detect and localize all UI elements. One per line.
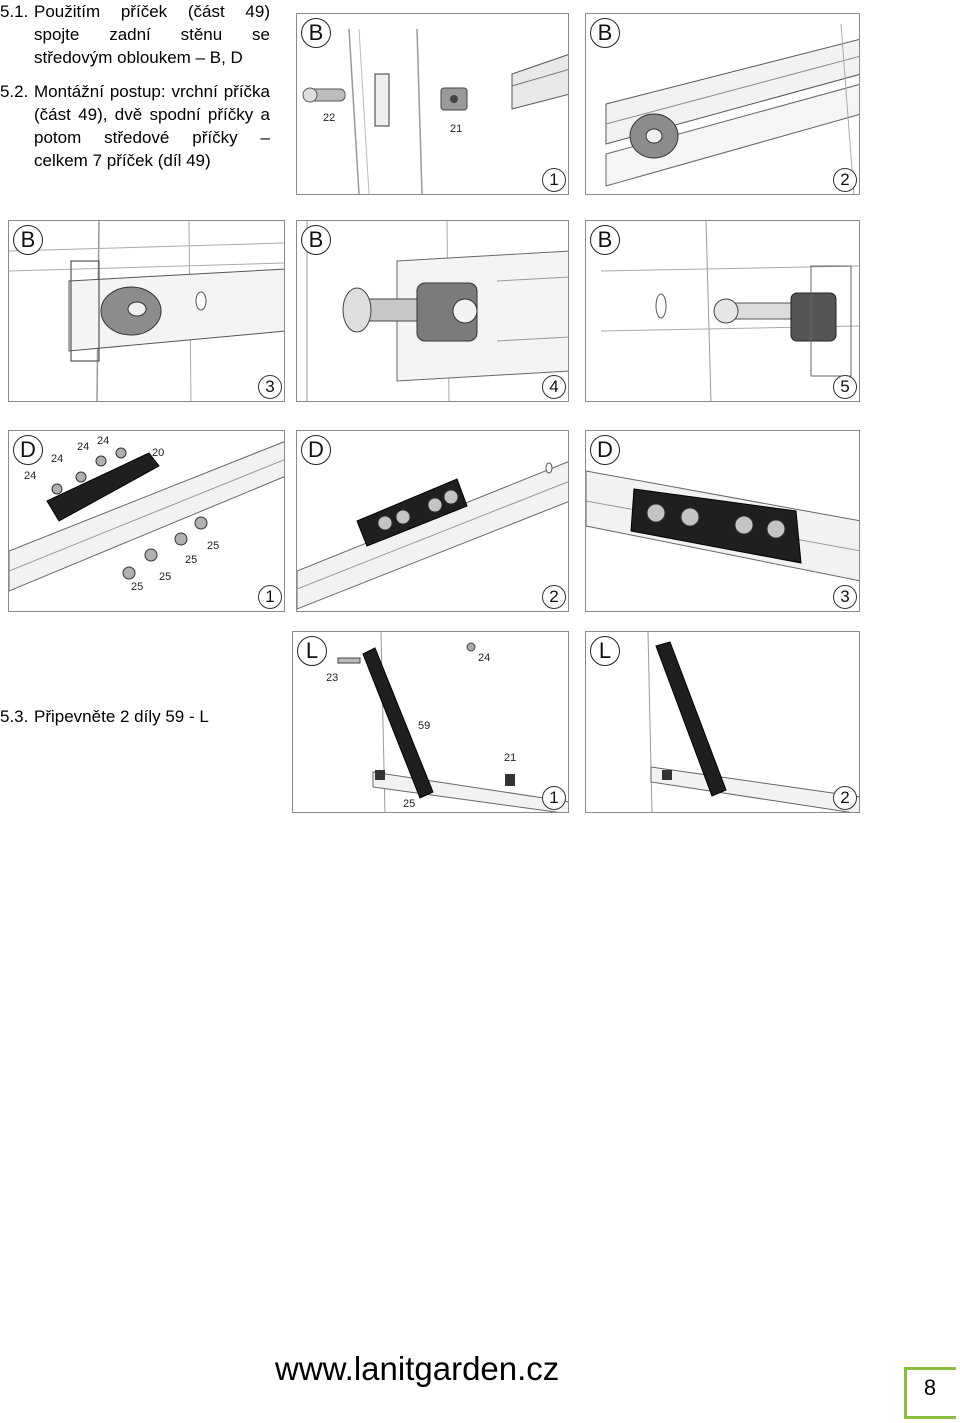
footer-website: www.lanitgarden.cz — [275, 1350, 560, 1387]
step-number-badge: 3 — [258, 375, 282, 399]
rail-assembly-illustration — [297, 14, 569, 195]
rail-assembly-illustration — [9, 221, 285, 402]
connector-plate-illustration — [297, 431, 569, 612]
diagram-panel-l2 — [585, 631, 860, 813]
step-5-1 — [0, 0, 272, 70]
diagram-panel-b1 — [296, 13, 569, 195]
part-label: 24 — [24, 470, 37, 482]
part-label: 24 — [478, 652, 491, 664]
step-text: Připevněte 2 díly 59 - L — [34, 707, 209, 726]
page-number: 8 — [923, 1375, 937, 1400]
part-label: 59 — [418, 720, 431, 732]
part-label: 25 — [185, 554, 198, 566]
step-number: 5.1. — [0, 2, 29, 21]
section-letter-badge: L — [297, 636, 327, 666]
part-label: 25 — [207, 540, 220, 552]
connector-plate-illustration — [586, 431, 860, 612]
rail-assembly-illustration — [297, 221, 569, 402]
diagram-panel-d2 — [296, 430, 569, 612]
brace-illustration — [586, 632, 860, 813]
brace-illustration — [293, 632, 569, 813]
part-label: 20 — [152, 447, 165, 459]
part-label: 24 — [97, 435, 110, 447]
step-5-3 — [0, 705, 272, 735]
diagram-panel-l1 — [292, 631, 569, 813]
step-text: Montážní postup: vrchní příčka (část 49), dvě spodní příčky a potom středové příčky – celkem 7 příček (díl 49) — [34, 82, 270, 170]
step-text: Použitím příček (část 49) spojte zadní stěnu se středovým obloukem – B, D — [34, 2, 270, 67]
step-number-badge: 4 — [542, 375, 566, 399]
step-number: 5.3. — [0, 707, 29, 726]
diagram-panel-d1 — [8, 430, 285, 612]
step-number-badge: 3 — [833, 585, 857, 609]
diagram-panel-b5 — [585, 220, 860, 402]
part-label: 25 — [131, 581, 144, 593]
step-number-badge: 2 — [833, 786, 857, 810]
section-letter-badge: D — [590, 435, 620, 465]
section-letter-badge: B — [13, 225, 43, 255]
part-label: 21 — [450, 123, 463, 135]
diagram-panel-b4 — [296, 220, 569, 402]
part-label: 25 — [159, 571, 172, 583]
page-number-box — [904, 1367, 956, 1419]
part-label: 22 — [323, 112, 336, 124]
section-letter-badge: D — [301, 435, 331, 465]
step-number-badge: 1 — [542, 786, 566, 810]
section-letter-badge: D — [13, 435, 43, 465]
section-letter-badge: B — [590, 18, 620, 48]
rail-assembly-illustration — [586, 221, 860, 402]
section-letter-badge: B — [590, 225, 620, 255]
part-label: 24 — [51, 453, 64, 465]
step-5-2 — [0, 80, 272, 200]
part-label: 23 — [326, 672, 339, 684]
step-number-badge: 1 — [542, 168, 566, 192]
step-number-badge: 2 — [833, 168, 857, 192]
section-letter-badge: L — [590, 636, 620, 666]
diagram-panel-d3 — [585, 430, 860, 612]
step-number-badge: 2 — [542, 585, 566, 609]
step-number-badge: 5 — [833, 375, 857, 399]
part-label: 24 — [77, 441, 90, 453]
section-letter-badge: B — [301, 18, 331, 48]
accent-line — [904, 1367, 956, 1370]
step-number: 5.2. — [0, 82, 29, 101]
section-letter-badge: B — [301, 225, 331, 255]
diagram-panel-b3 — [8, 220, 285, 402]
part-label: 25 — [403, 798, 416, 810]
part-label: 21 — [504, 752, 517, 764]
step-number-badge: 1 — [258, 585, 282, 609]
rail-assembly-illustration — [586, 14, 860, 195]
accent-line — [904, 1416, 956, 1419]
diagram-panel-b2 — [585, 13, 860, 195]
